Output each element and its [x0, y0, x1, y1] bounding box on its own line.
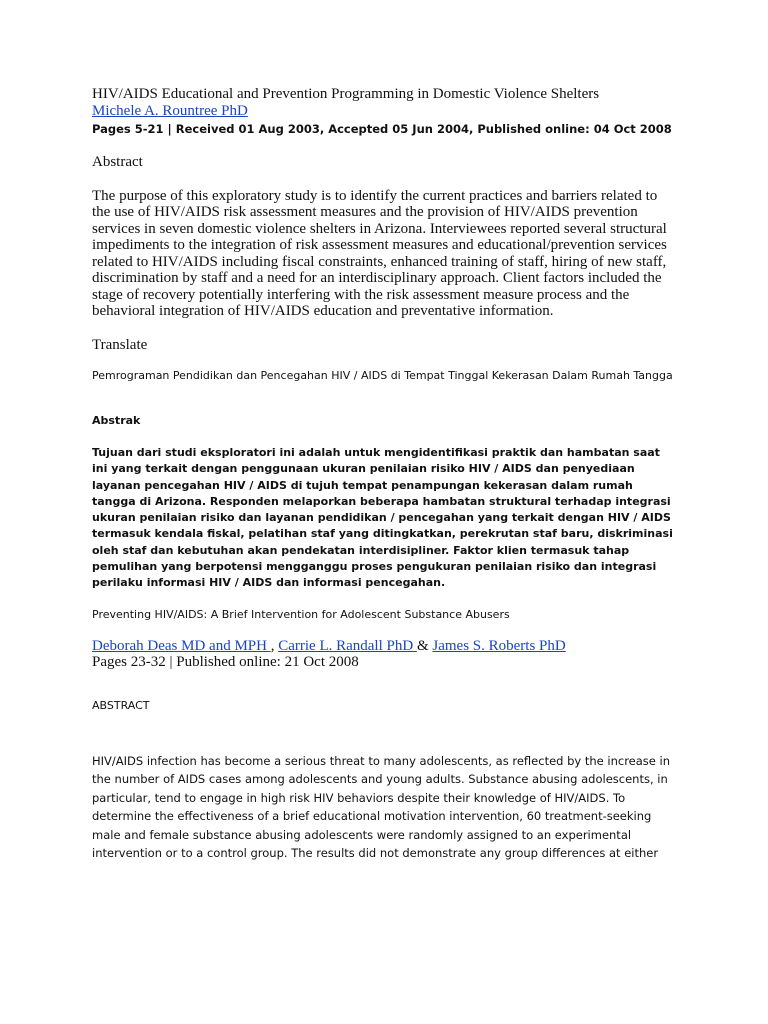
- translated-title: Pemrograman Pendidikan dan Pencegahan HIV / AIDS di Tempat Tinggal Kekerasan Dalam Rumah Tangga: [92, 369, 673, 382]
- article2-title: Preventing HIV/AIDS: A Brief Intervention for Adolescent Substance Abusers: [92, 607, 510, 621]
- article2-authors: [92, 638, 676, 655]
- author-link-rountree[interactable]: Michele A. Rountree PhD: [92, 102, 248, 119]
- author-separator: &: [416, 637, 433, 654]
- author-separator: ,: [270, 637, 279, 654]
- article1-abstract-heading: Abstract: [92, 154, 143, 170]
- translated-abstract-heading: Abstrak: [92, 414, 141, 427]
- article1-abstract: The purpose of this exploratory study is to identify the current practices and barriers related to the use of HIV/AIDS risk assessment measures and the provision of HIV/AIDS prevention services in seven domestic violence shelters in Arizona. Interviewees reported several structural impediments to the integration of risk assessment measures and educational/prevention services related to HIV/AIDS including fiscal constraints, enhanced training of staff, hiring of new staff, discrimination by staff and a need for an interdisciplinary approach. Client factors included the stage of recovery potentially interfering with the risk assessment measure process and the behavioral integration of HIV/AIDS education and preventative information.: [92, 187, 667, 319]
- article2-meta: Pages 23-32 | Published online: 21 Oct 2008: [92, 654, 359, 671]
- author-link-roberts[interactable]: James S. Roberts PhD: [432, 637, 566, 654]
- article2-abstract-heading: ABSTRACT: [92, 698, 150, 712]
- translated-abstract: Tujuan dari studi eksploratori ini adalah untuk mengidentifikasi praktik dan hambatan saat ini yang terkait dengan penggunaan ukuran penilaian risiko HIV / AIDS dan penyediaan layanan pencegahan HIV / AIDS di tujuh tempat penampungan kekerasan dalam rumah tangga di Arizona. Responden melaporkan beberapa hambatan struktural terhadap integrasi ukuran penilaian risiko dan layanan pendidikan / pencegahan yang terkait dengan HIV / AIDS termasuk kendala fiskal, pelatihan staf yang ditingkatkan, perekrutan staf baru, diskriminasi oleh staf dan kebutuhan akan pendekatan interdisipliner. Faktor klien termasuk tahap pemulihan yang berpotensi mengganggu proses pengukuran penilaian risiko dan integrasi perilaku informasi HIV / AIDS dan informasi pencegahan.: [92, 446, 673, 590]
- document-page: [92, 86, 676, 863]
- translate-label: Translate: [92, 336, 148, 353]
- article1-meta: Pages 5-21 | Received 01 Aug 2003, Accepted 05 Jun 2004, Published online: 04 Oct 2008: [92, 122, 672, 136]
- article1-title: HIV/AIDS Educational and Prevention Programming in Domestic Violence Shelters: [92, 86, 600, 102]
- author-link-randall[interactable]: Carrie L. Randall PhD: [278, 637, 417, 654]
- article2-abstract: HIV/AIDS infection has become a serious threat to many adolescents, as reflected by the increase in the number of AIDS cases among adolescents and young adults. Substance abusing adolescents, in particular, tend to engage in high risk HIV behaviors despite their knowledge of HIV/AIDS. To determine the effectiveness of a brief educational motivation intervention, 60 treatment-seeking male and female substance abusing adolescents were randomly assigned to an experimental intervention or to a control group. The results did not demonstrate any group differences at either: [92, 753, 671, 861]
- article1-author-link[interactable]: [92, 103, 676, 120]
- author-link-deas[interactable]: Deborah Deas MD and MPH: [92, 637, 271, 654]
